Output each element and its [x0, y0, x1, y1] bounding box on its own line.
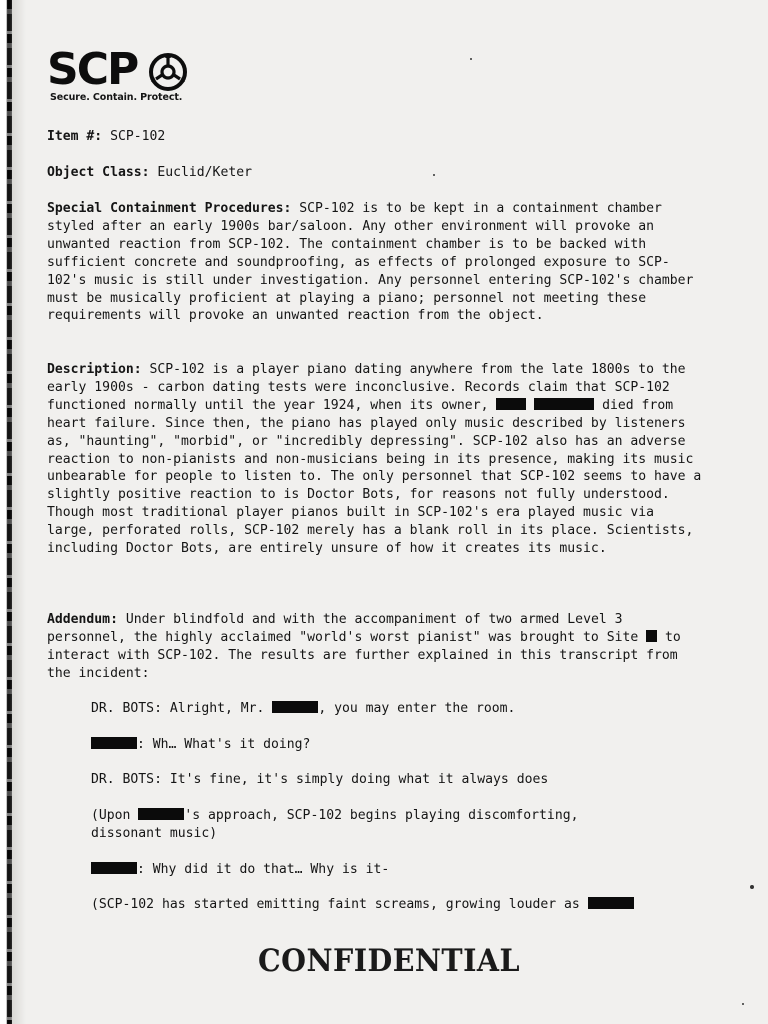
- redaction-bar: [272, 701, 318, 713]
- redaction-bar: [91, 862, 137, 874]
- scp-logo: [47, 44, 192, 106]
- scp-foundation-emblem-icon: [148, 52, 188, 92]
- transcript-line: : Wh… What's it doing?: [91, 736, 310, 754]
- logo-wordmark: SCP: [47, 44, 138, 95]
- item-number: Item #: SCP-102: [47, 129, 166, 144]
- redaction-bar: [138, 808, 184, 820]
- redaction-bar: [496, 398, 526, 410]
- redaction-bar: [588, 897, 634, 909]
- transcript-line: DR. BOTS: It's fine, it's simply doing what it always does: [91, 772, 549, 787]
- redaction-bar: [534, 398, 594, 410]
- description: Description: SCP-102 is a player piano dating anywhere from the late 1800s to the early 1900s - carbon dating tests were inconclusive. Records claim that SCP-102 functioned normally until the year 1924, when its owner, died from heart failure. Since then, the piano has played only music described by listeners as, "haunting", "morbid", or "incredibly depressing". SCP-102 also has an adverse reaction to non-pianists and non-musicians being in its presence, making its music unbearable for people to listen to. The only personnel that SCP-102 seems to have a slightly positive reaction to is Doctor Bots, for reasons not fully understood. Though most traditional player pianos built in SCP-102's era played music via large, perforated rolls, SCP-102 merely has a blank roll in its place. Scientists, including Doctor Bots, are entirely unsure of how it creates its music.: [47, 362, 710, 557]
- dust-speck: [742, 1003, 744, 1005]
- dust-speck: [470, 58, 472, 60]
- special-containment-procedures: Special Containment Procedures: SCP-102 is to be kept in a containment chamber styled after an early 1900s bar/saloon. Any other environment will provoke an unwanted reaction from SCP-102. The containment chamber is to be backed with sufficient concrete and soundproofing, as effects of prolonged exposure to SCP-102's music is still under investigation. Any personnel entering SCP-102's chamber must be musically proficient at playing a piano; personnel not meeting these requirements will provoke an unwanted reaction from the object.: [47, 201, 702, 324]
- scan-edge: [0, 0, 26, 1024]
- confidential-stamp: CONFIDENTIAL: [258, 943, 521, 979]
- transcript-line: : Why did it do that… Why is it-: [91, 861, 389, 879]
- dust-speck: [433, 174, 435, 176]
- logo-tagline: Secure. Contain. Protect.: [50, 92, 183, 103]
- object-class: Object Class: Euclid/Keter: [47, 165, 252, 180]
- transcript-line: (SCP-102 has started emitting faint screams, growing louder as: [91, 896, 721, 914]
- dust-speck: [750, 885, 754, 889]
- redaction-bar: [646, 630, 657, 642]
- transcript-line: (Upon 's approach, SCP-102 begins playing discomforting, dissonant music): [91, 808, 587, 841]
- addendum: Addendum: Under blindfold and with the accompaniment of two armed Level 3 personnel, the highly acclaimed "world's worst pianist" was brought to Site to interact with SCP-102. The results are further explained in this transcript from the incident:: [47, 612, 689, 681]
- transcript-line: DR. BOTS: Alright, Mr. , you may enter the room.: [91, 701, 516, 716]
- redaction-bar: [91, 737, 137, 749]
